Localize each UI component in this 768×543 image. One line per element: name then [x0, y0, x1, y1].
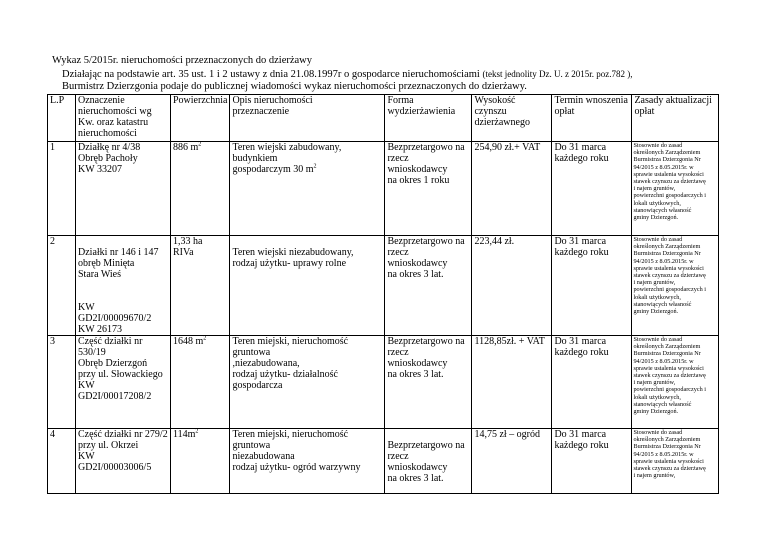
- row-opis: [230, 142, 385, 236]
- row-oznaczenie: Część działki nr 530/19 Obręb Dzierzgoń przy ul. Słowackiego KW GD2I/00017208/2: [76, 336, 171, 429]
- header-powierzchnia: Powierzchnia: [171, 95, 230, 142]
- row-oznaczenie: Działki nr 146 i 147 obręb Minięta Stara Wieś KW GD2I/00009670/2 KW 26173: [76, 236, 171, 336]
- header-wysokosc: Wysokość czynszu dzierżawnego: [472, 95, 552, 142]
- row-forma: Bezprzetargowo na rzecz wnioskodawcy na okres 3 lat.: [385, 236, 472, 336]
- row-forma: Bezprzetargowo na rzecz wnioskodawcy na okres 1 roku: [385, 142, 472, 236]
- area-value: 114m: [173, 429, 196, 440]
- intro-line-1-main: Działając na podstawie art. 35 ust. 1 i 2 ustawy z dnia 21.08.1997r o gospodarce nieruchomościami: [62, 69, 480, 80]
- header-oznaczenie: Oznaczenie nieruchomości wg Kw. oraz katastru nieruchomości: [76, 95, 171, 142]
- row-opis: Teren wiejski niezabudowany, rodzaj użytku- uprawy rolne: [230, 236, 385, 336]
- row-zasady: Stosownie do zasad określonych Zarządzeniem Burmistrza Dzierzgonia Nr 94/2015 z 8.05.2015r. w sprawie ustalenia wysokości stawek czynszu za dzierżawę i najem gruntów, powierzchni gospodarczych i lokali użytkowych, stanowiących własność gminy Dzierzgoń.: [632, 336, 719, 429]
- header-opis: Opis nieruchomości przeznaczenie: [230, 95, 385, 142]
- table-row: [48, 336, 719, 429]
- row-lp: 4: [48, 429, 76, 494]
- area-value: 886 m: [173, 142, 199, 153]
- intro-line-1: [62, 68, 632, 81]
- table-header-row: [48, 95, 719, 142]
- row-zasady: Stosownie do zasad określonych Zarządzeniem Burmistrza Dzierzgonia Nr 94/2015 z 8.05.2015r. w sprawie ustalenia wysokości stawek czynszu za dzierżawę i najem gruntów, powierzchni gospodarczych i lokali użytkowych, stanowiących własność gminy Dzierzgoń.: [632, 142, 719, 236]
- header-zasady: Zasady aktualizacji opłat: [632, 95, 719, 142]
- row-powierzchnia: [171, 429, 230, 494]
- table-row: [48, 142, 719, 236]
- row-termin: Do 31 marca każdego roku: [552, 236, 632, 336]
- document-title: Wykaz 5/2015r. nieruchomości przeznaczonych do dzierżawy: [52, 55, 313, 66]
- description-text: Teren wiejski zabudowany, budynkiem gospodarczym 30 m: [232, 142, 342, 175]
- row-powierzchnia: [171, 142, 230, 236]
- area-unit-exponent: 2: [195, 428, 199, 435]
- row-termin: Do 31 marca każdego roku: [552, 429, 632, 494]
- row-zasady: Stosownie do zasad określonych Zarządzeniem Burmistrza Dzierzgonia Nr 94/2015 z 8.05.2015r. w sprawie ustalenia wysokości stawek czynszu za dzierżawę i najem gruntów, powierzchni gospodarczych i lokali użytkowych, stanowiących własność gminy Dzierzgoń.: [632, 236, 719, 336]
- header-forma: Forma wydzierżawienia: [385, 95, 472, 142]
- intro-line-2: Burmistrz Dzierzgonia podaje do publicznej wiadomości wykaz nieruchomości przeznaczonych do dzierżawy.: [62, 81, 527, 92]
- row-termin: Do 31 marca każdego roku: [552, 336, 632, 429]
- table-row: [48, 236, 719, 336]
- row-lp: 2: [48, 236, 76, 336]
- row-wysokosc: 14,75 zł – ogród: [472, 429, 552, 494]
- row-lp: 3: [48, 336, 76, 429]
- row-wysokosc: 1128,85zł. + VAT: [472, 336, 552, 429]
- row-zasady: Stosownie do zasad określonych Zarządzeniem Burmistrza Dzierzgonia Nr 94/2015 z 8.05.2015r. w sprawie ustalenia wysokości stawek czynszu za dzierżawę i najem gruntów,: [632, 429, 719, 494]
- table-row: [48, 429, 719, 494]
- row-wysokosc: 223,44 zł.: [472, 236, 552, 336]
- description-exponent: 2: [313, 163, 317, 170]
- area-value: 1648 m: [173, 336, 204, 347]
- row-powierzchnia: 1,33 ha RIVa: [171, 236, 230, 336]
- row-oznaczenie: Część działki nr 279/2 przy ul. Okrzei KW GD2I/00003006/5: [76, 429, 171, 494]
- area-unit-exponent: 2: [203, 335, 207, 342]
- header-lp: L.P: [48, 95, 76, 142]
- row-oznaczenie: Działkę nr 4/38 Obręb Pachoły KW 33207: [76, 142, 171, 236]
- property-table: [47, 94, 719, 494]
- row-forma: Bezprzetargowo na rzecz wnioskodawcy na okres 3 lat.: [385, 336, 472, 429]
- row-wysokosc: 254,90 zł.+ VAT: [472, 142, 552, 236]
- row-forma: Bezprzetargowo na rzecz wnioskodawcy na okres 3 lat.: [385, 429, 472, 494]
- row-opis: Teren miejski, nieruchomość gruntowa niezabudowana rodzaj użytku- ogród warzywny: [230, 429, 385, 494]
- row-termin: Do 31 marca każdego roku: [552, 142, 632, 236]
- intro-line-1-ref: (tekst jednolity Dz. U. z 2015r. poz.782 ),: [482, 69, 633, 79]
- area-unit-exponent: 2: [198, 141, 202, 148]
- row-powierzchnia: [171, 336, 230, 429]
- row-opis: Teren miejski, nieruchomość gruntowa ,niezabudowana, rodzaj użytku- działalność gospodarcza: [230, 336, 385, 429]
- row-lp: 1: [48, 142, 76, 236]
- header-termin: Termin wnoszenia opłat: [552, 95, 632, 142]
